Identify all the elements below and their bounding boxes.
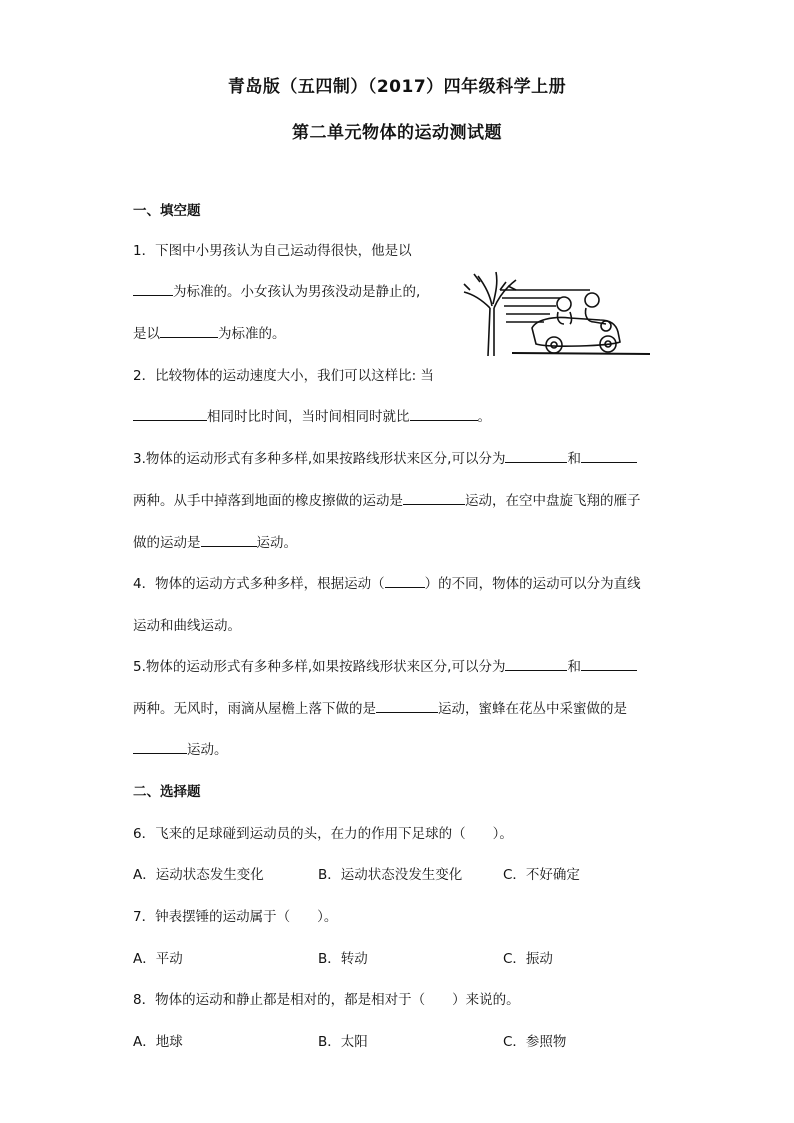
question-8-stem: 8．物体的运动和静止都是相对的，都是相对于（ ）来说的。	[133, 992, 520, 1008]
question-2-line-2: 相同时比时间，当时间相同时就比 。	[133, 405, 491, 425]
answer-blank[interactable]	[505, 656, 567, 671]
question-7-option-a[interactable]: A．平动	[133, 951, 183, 967]
answer-blank[interactable]	[376, 698, 438, 713]
document-subtitle: 第二单元物体的运动测试题	[292, 123, 502, 143]
answer-blank[interactable]	[403, 490, 465, 505]
question-5-line-1: 5.物体的运动形式有多种多样,如果按路线形状来区分,可以分为 和	[133, 655, 637, 675]
question-7-option-c[interactable]: C．振动	[503, 951, 553, 967]
question-8-option-a[interactable]: A．地球	[133, 1034, 183, 1050]
question-7-stem: 7．钟表摆锤的运动属于（ ）。	[133, 909, 338, 925]
question-8-option-b[interactable]: B．太阳	[318, 1034, 368, 1050]
answer-blank[interactable]	[581, 448, 637, 463]
answer-blank[interactable]	[133, 281, 173, 296]
question-4-line-1: 4．物体的运动方式多种多样，根据运动（ ）的不同，物体的运动可以分为直线	[133, 572, 641, 592]
question-3-line-1: 3.物体的运动形式有多种多样,如果按路线形状来区分,可以分为 和	[133, 447, 637, 467]
answer-blank[interactable]	[133, 739, 187, 754]
question-6-option-b[interactable]: B．运动状态没发生变化	[318, 867, 463, 883]
document-title: 青岛版（五四制）（2017）四年级科学上册	[227, 77, 567, 97]
question-4-line-2: 运动和曲线运动。	[133, 618, 241, 634]
section-heading-fill-in: 一、填空题	[133, 203, 201, 219]
question-7-option-b[interactable]: B．转动	[318, 951, 368, 967]
question-6-stem: 6．飞来的足球碰到运动员的头，在力的作用下足球的（ ）。	[133, 826, 513, 842]
answer-blank[interactable]	[133, 406, 207, 421]
question-3-line-2: 两种。从手中掉落到地面的橡皮擦做的运动是 运动，在空中盘旋飞翔的雁子	[133, 489, 641, 509]
answer-blank[interactable]	[201, 532, 257, 547]
question-1-line-3: 是以 为标准的。	[133, 322, 286, 342]
question-3-line-3: 做的运动是 运动。	[133, 531, 297, 551]
question-6-option-c[interactable]: C．不好确定	[503, 867, 580, 883]
answer-blank[interactable]	[385, 573, 425, 588]
question-5-line-3: 运动。	[133, 738, 228, 758]
answer-blank[interactable]	[410, 406, 478, 421]
section-heading-choice: 二、选择题	[133, 784, 201, 800]
question-2-line-1: 2．比较物体的运动速度大小，我们可以这样比: 当	[133, 368, 434, 384]
answer-blank[interactable]	[505, 448, 567, 463]
car-tree-illustration	[460, 268, 652, 360]
question-1-line-1: 1．下图中小男孩认为自己运动得很快，他是以	[133, 243, 412, 259]
answer-blank[interactable]	[160, 323, 218, 338]
question-8-option-c[interactable]: C．参照物	[503, 1034, 567, 1050]
answer-blank[interactable]	[581, 656, 637, 671]
question-1-line-2: 为标准的。小女孩认为男孩没动是静止的,	[133, 280, 420, 300]
question-5-line-2: 两种。无风时，雨滴从屋檐上落下做的是 运动，蜜蜂在花丛中采蜜做的是	[133, 697, 627, 717]
question-6-option-a[interactable]: A．运动状态发生变化	[133, 867, 264, 883]
